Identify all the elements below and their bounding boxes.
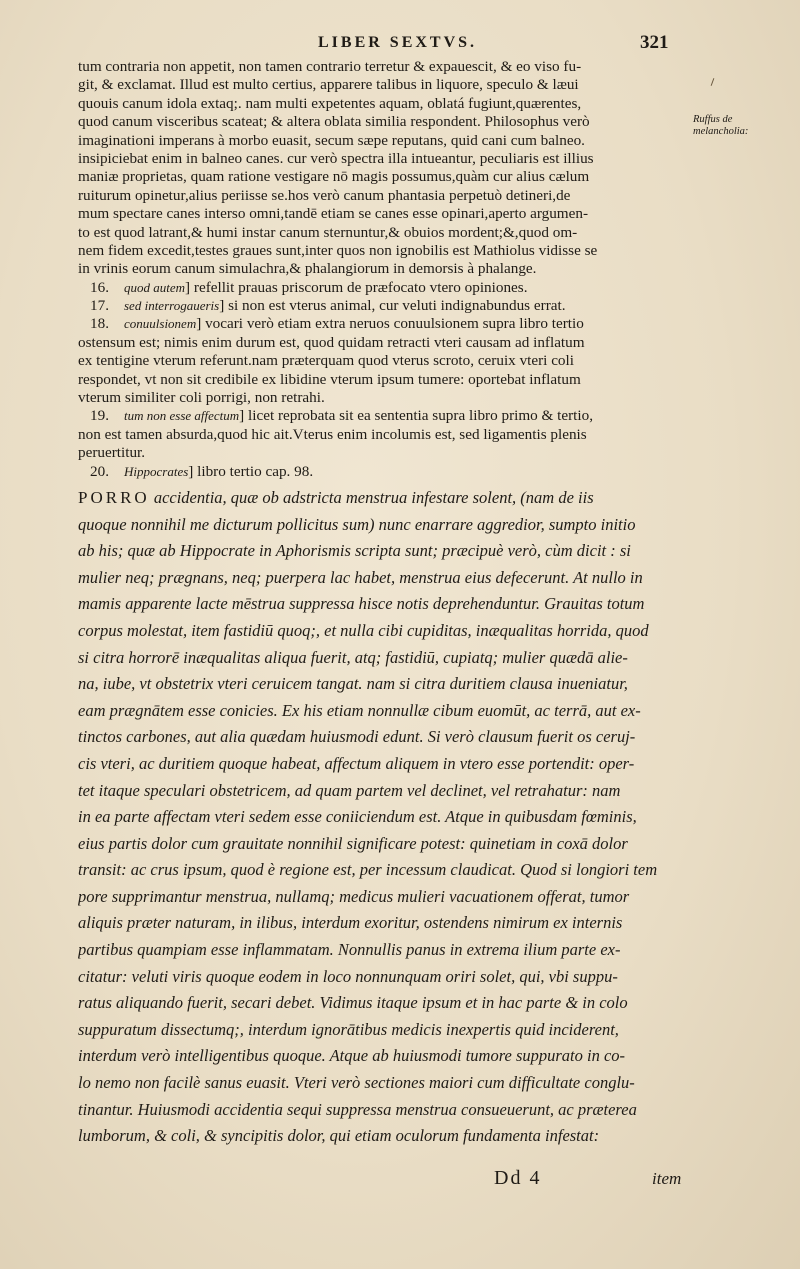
text-line: in vrinis eorum canum simulachra,& phalangiorum in demorsis à phalange.	[78, 260, 537, 278]
italic-line: lumborum, & coli, & syncipitis dolor, qui etiam oculorum fundamenta infestat:	[78, 1126, 600, 1146]
catchword: item	[652, 1169, 682, 1188]
note-first-line: 20. Hippocrates] libro tertio cap. 98.	[78, 463, 690, 481]
italic-line: interdum verò intelligentibus quoque. Atque ab huiusmodi tumore suppurato in co-	[78, 1046, 626, 1066]
note-lemma: sed interrogaueris	[124, 298, 220, 314]
main-text	[78, 58, 690, 1150]
italic-line: tet itaque speculari obstetricem, ad quam partem vel declinet, vel retrahatur: nam	[78, 780, 621, 800]
text-line: ruiturum opinetur,alius periisse se.hos verò canum phantasia perpetuò detineri,de	[78, 186, 571, 204]
text-line: tum contraria non appetit, non tamen contrario terretur & expauescit, & eo viso fu-	[78, 58, 582, 75]
italic-line: corpus molestat, item fastidiū quoq;, et nulla cibi cupiditas, inæqualitas horrida, quod	[78, 620, 649, 640]
note-lemma: conuulsionem	[124, 316, 197, 332]
note-line: vterum similiter coli porrigi, non retrahi.	[78, 389, 325, 407]
note-first-line: 18. conuulsionem] vocari verò etiam extra neruos conuulsionem supra libro tertio	[78, 315, 690, 333]
italic-line: partibus quampiam esse inflammatam. Nonnullis panus in extrema ilium parte ex-	[78, 940, 621, 960]
note-lemma: Hippocrates	[124, 463, 189, 479]
note-number: 17.	[90, 297, 109, 315]
italic-line: cis vteri, ac duritiem quoque habeat, affectum aliquem in vtero esse portendit: oper-	[78, 753, 635, 773]
italic-line: aliquis præter naturam, in ilibus, interdum exoritur, ostendens nimirum ex internis	[78, 913, 623, 933]
text-line: quod canum visceribus scateat; & altera oblata similia respondent. Philosophus verò	[78, 113, 590, 131]
page-number: 321	[640, 32, 669, 53]
note-text: refellit prauas priscorum de præfocato vtero opiniones.	[193, 278, 528, 296]
italic-line: suppuratum dissectumq;, interdum ignorātibus medicis inexpertis quid inciderent,	[78, 1019, 619, 1039]
ink-mark	[711, 78, 715, 86]
text-line: to est quod latrant,& humi instar canum sternuntur,& obuios mordent;&,quod om-	[78, 223, 578, 241]
italic-passage	[78, 485, 690, 1150]
note-line: ostensum est; nimis enim durum est, quod quidam retracti vteri causam ad inflatum	[78, 333, 585, 351]
note-line: peruertitur.	[78, 444, 146, 462]
note-first-line: 19. tum non esse affectum] licet reprobata sit ea sententia supra libro primo & tertio,	[78, 407, 690, 425]
italic-line: lo nemo non facilè sanus euasit. Vteri verò sectiones maiori cum difficultate conglu-	[78, 1073, 635, 1093]
italic-line: tinctos carbones, aut alia quædam huiusmodi edunt. Si verò clausum fuerit os ceruj-	[78, 727, 636, 747]
page-footer	[0, 1167, 800, 1191]
note-number: 18.	[90, 315, 109, 333]
note-first-line: 16. quod autem] refellit prauas priscorum de præfocato vtero opiniones.	[78, 279, 690, 297]
text-line: imaginationi imperans à morbo euasit, secum sæpe reputans, quid cani cum balneo.	[78, 131, 585, 149]
signature-mark: Dd 4	[494, 1167, 542, 1189]
italic-line	[78, 485, 690, 512]
annotation-list	[78, 279, 690, 481]
italic-line: citatur: veluti viris quoque eodem in loco nonnunquam oriri solet, qui, vbi suppu-	[78, 966, 618, 986]
note-line: respondet, vt non sit credibile ex libidine vterum ipsum tumere: oportebat inflatum	[78, 370, 581, 388]
italic-line: mamis apparente lacte mēstrua suppressa hisce notis deprehenduntur. Grauitas totum	[78, 594, 645, 614]
text-line: quouis canum idola extaq;. nam multi expetentes aquam, oblatá fugiunt,quærentes,	[78, 94, 582, 112]
note-text: vocari verò etiam extra neruos conuulsionem supra libro tertio	[205, 315, 584, 333]
note-first-line: 17. sed interrogaueris] si non est vterus animal, cur veluti indignabundus errat.	[78, 297, 690, 315]
note-line: non est tamen absurda,quod hic ait.Vterus enim incolumis est, sed ligamentis plenis	[78, 425, 587, 443]
commentary-paragraph	[78, 58, 690, 279]
text-line: nem fidem excedit,testes graues sunt,inter quos non ignobilis est Mathiolus vidisse se	[78, 241, 598, 259]
text-line: git, & exclamat. Illud est multo certius, apparere talibus in liquore, speculo & læui	[78, 76, 579, 94]
italic-line: tinantur. Huiusmodi accidentia sequi suppressa menstrua consueuerunt, ac præterea	[78, 1099, 637, 1119]
note-text: licet reprobata sit ea sententia supra libro primo & tertio,	[248, 407, 594, 425]
italic-line: ab his; quæ ab Hippocrate in Aphorismis scripta sunt; præcipuè verò, cùm dicit : si	[78, 541, 631, 561]
italic-line: in ea parte affectam vteri sedem esse coniiciendum est. Atque in quibusdam fœminis,	[78, 807, 637, 827]
note-line: ex tentigine vterum referunt.nam præterquam quod vterus scroto, ceruix vteri coli	[78, 352, 574, 370]
italic-line: na, iube, vt obstetrix vteri ceruicem tangat. nam si citra duritiem clausa inueniatur,	[78, 674, 628, 694]
page-header	[0, 34, 800, 58]
running-head: LIBER SEXTVS.	[318, 34, 478, 51]
note-lemma: tum non esse affectum	[124, 408, 240, 424]
italic-text: accidentia, quæ ob adstricta menstrua infestare solent, (nam de iis	[153, 487, 594, 507]
note-number: 20.	[90, 462, 109, 480]
italic-line: mulier neq; prægnans, neq; puerpera lac habet, menstrua eius defecerunt. At nullo in	[78, 567, 643, 587]
italic-line: eam prægnātem esse conicies. Ex his etiam nonnullæ cibum euomūt, ac terrā, aut ex-	[78, 700, 641, 720]
italic-line: eius partis dolor cum grauitate nonnihil significare potest: quinetiam in coxā dolor	[78, 833, 628, 853]
note-number: 19.	[90, 407, 109, 425]
text-line: mum spectare canes interso omni,tandē etiam se canes esse opinari,aperto argumen-	[78, 205, 588, 223]
note-text: libro tertio cap. 98.	[197, 462, 314, 480]
note-number: 16.	[90, 278, 109, 296]
italic-line: quoque nonnihil me dicturum pollicitus sum) nunc enarrare aggredior, sumpto initio	[78, 514, 636, 534]
italic-line: transit: ac crus ipsum, quod è regione est, per incessum claudicat. Quod si longiori tem	[78, 860, 658, 880]
italic-line: ratus aliquando fuerit, secari debet. Vidimus itaque ipsum et in hac parte & in colo	[78, 993, 628, 1013]
marginal-note: Ruffus de melancholia:	[693, 114, 749, 137]
text-line: insipiciebat enim in balneo canes. cur verò spectra illa intueantur, peculiaris est illius	[78, 149, 594, 167]
note-lemma: quod autem	[124, 279, 186, 295]
text-line: maniæ proprietas, quam ratione vestigare nō magis possumus,quàm cur alius cælum	[78, 168, 590, 186]
italic-line: pore supprimantur menstrua, nullamq; medicus mulieri vacuationem offerat, tumor	[78, 886, 630, 906]
italic-line: si citra horrorē inæqualitas aliqua fuerit, atq; fastidiū, cupiatq; mulier quædā alie-	[78, 647, 628, 667]
initial-word: PORRO	[78, 487, 150, 507]
note-text: si non est vterus animal, cur veluti indignabundus errat.	[228, 297, 566, 315]
